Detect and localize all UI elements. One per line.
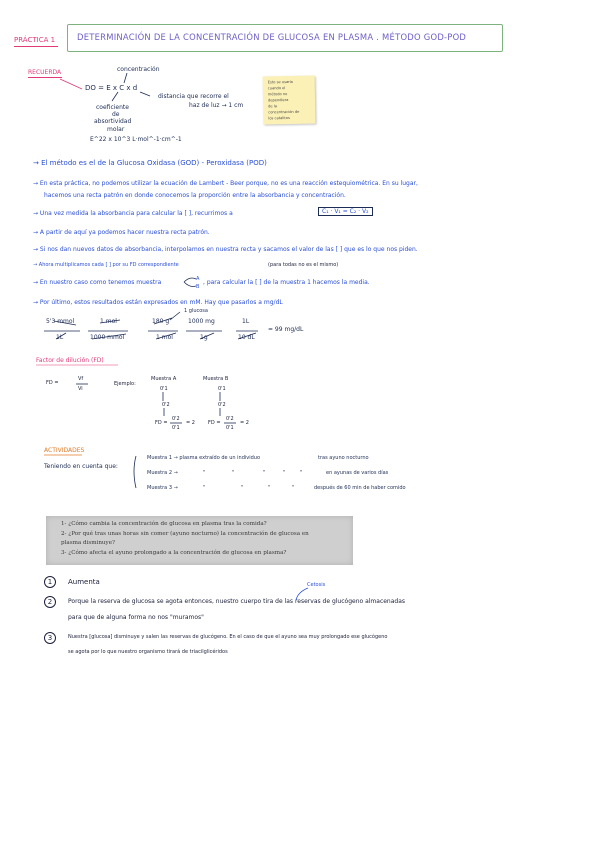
fd-muestra-a: Muestra A xyxy=(151,376,177,382)
conversion-f5-num: 1L xyxy=(242,318,250,325)
strike xyxy=(200,333,214,339)
answer-2-line-2: para que de alguna forma no nos "muramos" xyxy=(68,614,204,621)
answer-3-line-2: se agota por lo que nuestro organismo tirará de triacilglicéridos xyxy=(68,649,228,655)
answer-3-line-1: Nuestra [glucosa] disminuye y salen las reservas de glucógeno. En el caso de que el ayuno sea muy prolongado ese glucógeno xyxy=(68,634,388,640)
question-2-cont: plasma disminuye? xyxy=(61,540,116,546)
strike xyxy=(56,333,66,339)
note-lambert-beer-2: hacemos una recta patrón en donde conocemos la proporción entre la absorbancia y concentración. xyxy=(44,192,346,199)
ditto-mark: " xyxy=(268,485,271,491)
conversion-result: = 99 mg/dL xyxy=(268,326,304,333)
actividades-title: ACTIVIDADES xyxy=(44,447,85,454)
fd-b-top: 0'1 xyxy=(218,386,226,392)
muestra-3-label: Muestra 3 → xyxy=(147,485,178,491)
fd-formula-den: Vi xyxy=(78,386,83,392)
sticky-line: los catalitos xyxy=(268,115,290,121)
muestra-2-detail: en ayunas de varios días xyxy=(326,470,389,476)
conversion-f1-den: 1L xyxy=(56,334,64,341)
ditto-mark: " xyxy=(232,470,235,476)
muestra-b-label: B xyxy=(196,284,200,290)
coeficiente-label-2: de xyxy=(112,111,120,118)
fd-formula-num: Vf xyxy=(78,376,84,382)
note-muestra-ab: → En nuestro caso como tenemos muestra xyxy=(33,279,162,286)
glucosa-annotation: 1 glucosa xyxy=(184,308,208,314)
sticky-line: dependiera xyxy=(267,98,289,103)
glucosa-arrow xyxy=(170,312,180,320)
cetosis-annotation: Cetosis xyxy=(307,582,326,588)
strike xyxy=(238,333,256,339)
ditto-mark: " xyxy=(263,470,266,476)
strike xyxy=(54,321,76,325)
conversion-f3-num: 180 g xyxy=(152,318,170,325)
fd-b-mid: 0'2 xyxy=(218,402,226,408)
coeficiente-arrow xyxy=(112,92,118,101)
note-method: → El método es el de la Glucosa Oxidasa (GOD) - Peroxidasa (POD) xyxy=(33,159,267,167)
sticky-line: método no xyxy=(267,92,288,97)
muestra-3-detail: después de 60 min de haber comido xyxy=(314,485,406,491)
note-lambert-beer-1: → En esta práctica, no podemos utilizar la ecuación de Lambert - Beer porque, no es una reacción estequiométrica. En su lugar, xyxy=(33,180,418,187)
cetosis-arrow xyxy=(296,588,308,600)
distancia-label-2: haz de luz → 1 cm xyxy=(189,102,244,109)
ditto-mark: " xyxy=(283,470,286,476)
fd-title: Factor de dilución (FD) xyxy=(36,357,104,364)
answer-2-line-1: Porque la reserva de glucosa se agota entonces, nuestro cuerpo tira de las reservas de glucógeno almacenadas xyxy=(68,598,406,605)
recuerda-label: RECUERDA xyxy=(28,69,62,76)
sticky-line: cuando el xyxy=(267,86,286,91)
answer-1-number: 1 xyxy=(44,576,56,588)
conversion-f2-num: 1 mol xyxy=(100,318,117,325)
note-interpolamos: → Si nos dan nuevos datos de absorbancia, interpolamos en nuestra recta y sacamos el valor de las [ ] que es lo que nos piden. xyxy=(33,246,418,253)
conversion-f5-den: 10 dL xyxy=(238,334,255,341)
fd-a-fd: FD = xyxy=(155,420,168,426)
beer-formula: DO = E x C x d xyxy=(85,84,138,92)
question-2: 2- ¿Por qué tras unas horas sin comer (ayuno nocturno) la concentración de glucosa en xyxy=(61,531,309,537)
fd-b-result: = 2 xyxy=(240,420,249,426)
concentracion-label: concentración xyxy=(117,66,160,73)
note-multiplicamos-aside: (para todas no es el mismo) xyxy=(268,262,339,268)
conversion-f1-num: 5'3 mmol xyxy=(46,318,75,325)
fd-b-num: 0'2 xyxy=(226,416,234,422)
fd-a-result: = 2 xyxy=(186,420,195,426)
answer-1: Aumenta xyxy=(68,578,100,586)
fd-b-den: 0'1 xyxy=(226,425,234,431)
ditto-mark: " xyxy=(203,485,206,491)
note-absorbancia: → Una vez medida la absorbancia para calcular la [ ], recurrimos a xyxy=(33,210,233,217)
muestra-2-label: Muestra 2 → xyxy=(147,470,178,476)
dilution-formula-box: C₁ · V₁ = C₂ · V₂ xyxy=(318,207,373,216)
answer-2-number: 2 xyxy=(44,596,56,608)
recuerda-arrow xyxy=(60,79,82,89)
actividades-intro: Teniendo en cuenta que: xyxy=(44,463,118,470)
note-recta-patron: → A partir de aquí ya podemos hacer nuestra recta patrón. xyxy=(33,229,210,236)
fd-muestra-b: Muestra B xyxy=(203,376,229,382)
muestra-a-label: A xyxy=(196,276,200,282)
fd-a-den: 0'1 xyxy=(172,425,180,431)
epsilon-value: E^22 x 10^3 L·mol^-1·cm^-1 xyxy=(90,136,182,143)
practice-label: PRÁCTICA 1 xyxy=(14,36,56,44)
ditto-mark: " xyxy=(292,485,295,491)
ditto-mark: " xyxy=(241,485,244,491)
fd-b-fd: FD = xyxy=(208,420,221,426)
coeficiente-label-3: absortividad xyxy=(94,118,132,125)
strike xyxy=(154,318,172,324)
strike xyxy=(92,334,126,339)
actividades-bracket xyxy=(134,456,136,488)
coeficiente-label-4: molar xyxy=(107,126,125,133)
fd-formula-lhs: FD = xyxy=(46,380,59,386)
conversion-f3-den: 1 mol xyxy=(156,334,173,341)
muestra-1-detail: tras ayuno nocturno xyxy=(318,455,369,461)
muestra-bracket xyxy=(184,278,196,287)
answer-3-number: 3 xyxy=(44,632,56,644)
question-3: 3- ¿Cómo afecta el ayuno prolongado a la concentración de glucosa en plasma? xyxy=(61,550,287,556)
fd-a-mid: 0'2 xyxy=(162,402,170,408)
fd-ejemplo: Ejemplo: xyxy=(114,381,136,387)
conversion-f4-den: 1g xyxy=(200,334,208,341)
fd-a-top: 0'1 xyxy=(160,386,168,392)
muestra-1-label: Muestra 1 → plasma extraído de un individuo xyxy=(147,455,261,461)
sticky-line: concentración de xyxy=(268,109,300,115)
distancia-arrow xyxy=(140,92,150,96)
fd-a-num: 0'2 xyxy=(172,416,180,422)
sticky-line: Esto se usaría xyxy=(267,79,293,85)
strike xyxy=(156,333,176,339)
page-title: DETERMINACIÓN DE LA CONCENTRACIÓN DE GLUCOSA EN PLASMA . MÉTODO GOD-POD xyxy=(77,32,467,42)
coeficiente-label-1: coeficiente xyxy=(96,104,129,111)
question-1: 1- ¿Cómo cambia la concentración de glucosa en plasma tras la comida? xyxy=(61,521,267,527)
sticky-line: de la xyxy=(268,104,277,109)
conversion-f2-den: 1000 mmol xyxy=(90,334,125,341)
strike xyxy=(100,320,120,323)
ditto-mark: " xyxy=(203,470,206,476)
concentracion-arrow xyxy=(124,73,127,83)
distancia-label-1: distancia que recorre el xyxy=(158,93,229,100)
ditto-mark: " xyxy=(300,470,303,476)
note-media: , para calcular la [ ] de la muestra 1 hacemos la media. xyxy=(203,279,370,286)
note-multiplicamos: → Ahora multiplicamos cada [ ] por su FD correspondiente xyxy=(33,262,179,268)
conversion-f4-num: 1000 mg xyxy=(188,318,215,325)
note-unidades: → Por último, estos resultados están expresados en mM. Hay que pasarlos a mg/dL xyxy=(33,299,283,306)
